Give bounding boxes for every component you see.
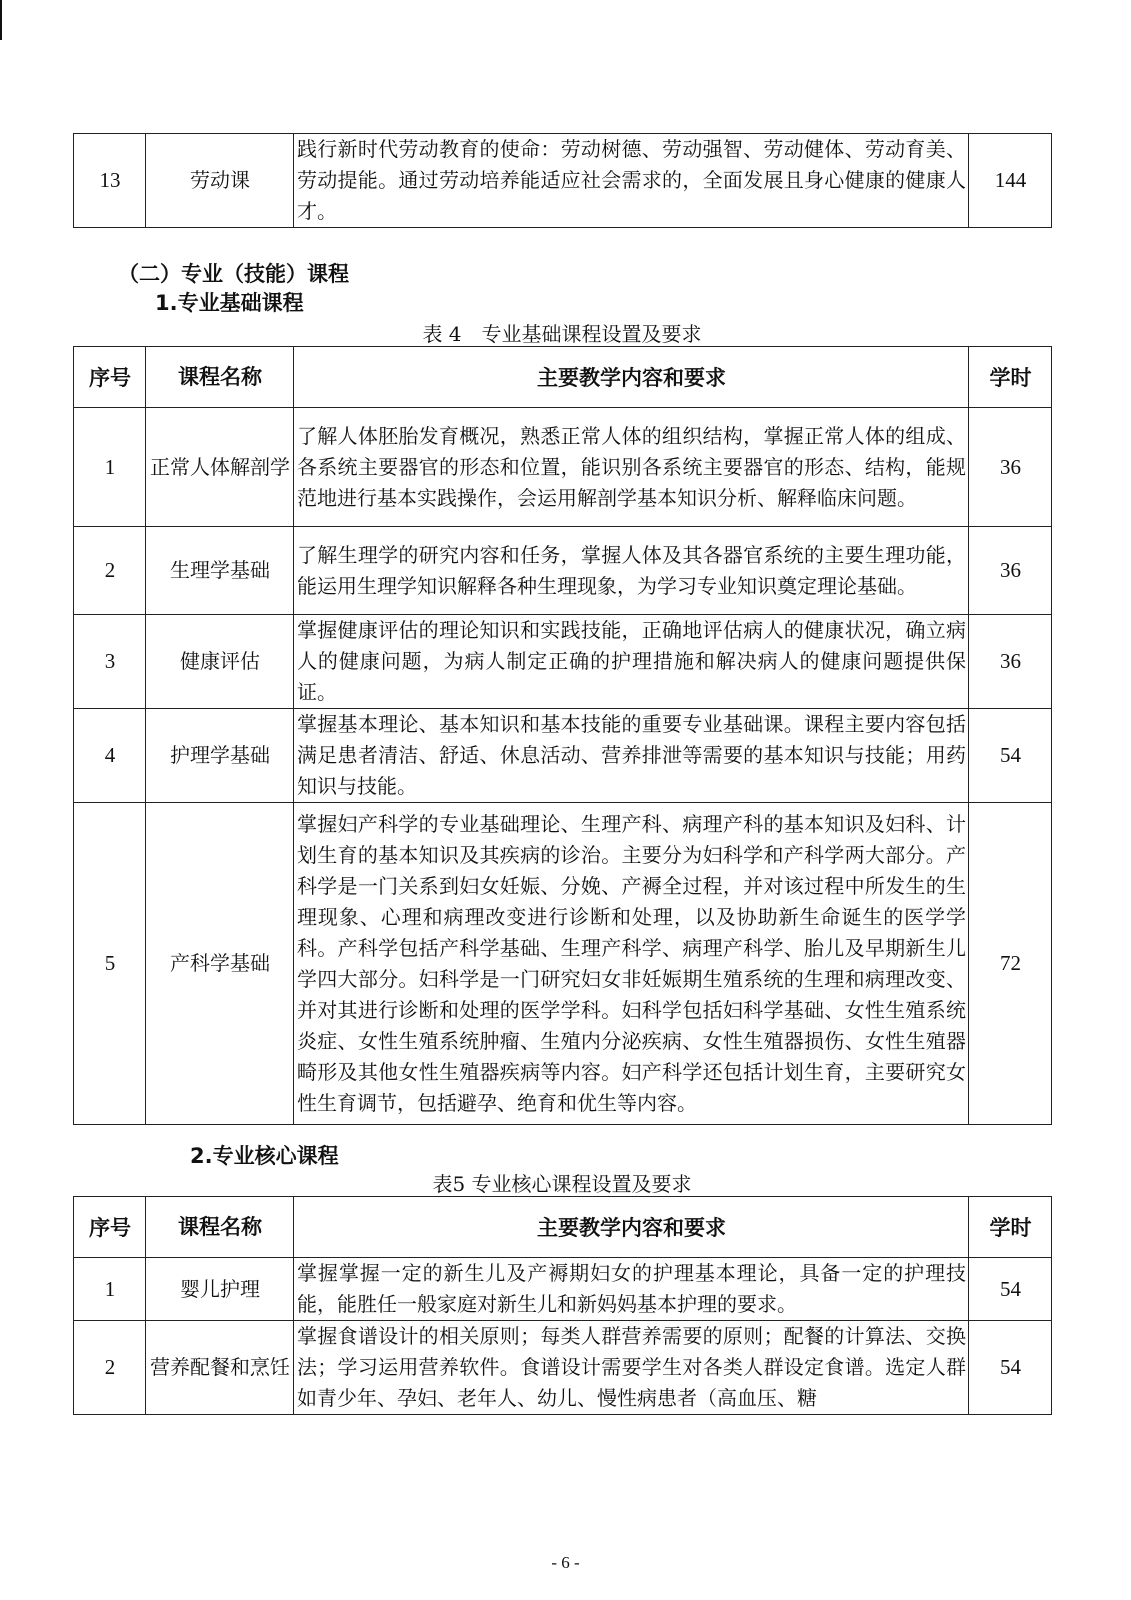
table-row: [74, 527, 1052, 615]
row-hours: 144: [969, 134, 1052, 228]
basic-course-table: [73, 346, 1052, 1125]
continued-course-table: [73, 133, 1052, 228]
row-course-name: 生理学基础: [146, 527, 294, 615]
row-hours: 54: [969, 1258, 1052, 1321]
core-course-table: [73, 1196, 1052, 1415]
row-course-name: 健康评估: [146, 615, 294, 709]
table-header-row: [74, 347, 1052, 408]
table-row: [74, 803, 1052, 1125]
row-seq: 1: [74, 1258, 146, 1321]
row-content: 了解人体胚胎发育概况，熟悉正常人体的组织结构，掌握正常人体的组成、各系统主要器官的形态和位置，能识别各系统主要器官的形态、结构，能规范地进行基本实践操作，会运用解剖学基本知识分析、解释临床问题。: [294, 408, 969, 527]
table5-caption: 表5 专业核心课程设置及要求: [432, 1172, 692, 1196]
table-row: [74, 1321, 1052, 1415]
row-hours: 36: [969, 615, 1052, 709]
row-content: 践行新时代劳动教育的使命：劳动树德、劳动强智、劳动健体、劳动育美、劳动提能。通过劳动培养能适应社会需求的，全面发展且身心健康的健康人才。: [294, 134, 969, 228]
row-course-name: 护理学基础: [146, 709, 294, 803]
table-row: [74, 408, 1052, 527]
row-content: 掌握基本理论、基本知识和基本技能的重要专业基础课。课程主要内容包括满足患者清洁、舒适、休息活动、营养排泄等需要的基本知识与技能；用药知识与技能。: [294, 709, 969, 803]
header-hours: 学时: [969, 347, 1052, 408]
table-row: [74, 134, 1052, 228]
row-course-name: 劳动课: [146, 134, 294, 228]
row-seq: 2: [74, 527, 146, 615]
row-hours: 54: [969, 709, 1052, 803]
header-course-name: 课程名称: [146, 1197, 294, 1258]
row-seq: 13: [74, 134, 146, 228]
row-content: 掌握食谱设计的相关原则；每类人群营养需要的原则；配餐的计算法、交换法；学习运用营养软件。食谱设计需要学生对各类人群设定食谱。选定人群如青少年、孕妇、老年人、幼儿、慢性病患者（高血压、糖: [294, 1321, 969, 1415]
row-course-name: 营养配餐和烹饪: [146, 1321, 294, 1415]
sub-heading-core-courses: 2.专业核心课程: [190, 1144, 339, 1168]
row-seq: 5: [74, 803, 146, 1125]
row-seq: 2: [74, 1321, 146, 1415]
row-content: 了解生理学的研究内容和任务，掌握人体及其各器官系统的主要生理功能，能运用生理学知识解释各种生理现象，为学习专业知识奠定理论基础。: [294, 527, 969, 615]
row-hours: 72: [969, 803, 1052, 1125]
row-content: 掌握妇产科学的专业基础理论、生理产科、病理产科的基本知识及妇科、计划生育的基本知识及其疾病的诊治。主要分为妇科学和产科学两大部分。产科学是一门关系到妇女妊娠、分娩、产褥全过程，并对该过程中所发生的生理现象、心理和病理改变进行诊断和处理，以及协助新生命诞生的医学学科。产科学包括产科学基础、生理产科学、病理产科学、胎儿及早期新生儿学四大部分。妇科学是一门研究妇女非妊娠期生殖系统的生理和病理改变、并对其进行诊断和处理的医学学科。妇科学包括妇科学基础、女性生殖系统炎症、女性生殖系统肿瘤、生殖内分泌疾病、女性生殖器损伤、女性生殖器畸形及其他女性生殖器疾病等内容。妇产科学还包括计划生育，主要研究女性生育调节，包括避孕、绝育和优生等内容。: [294, 803, 969, 1125]
header-course-name: 课程名称: [146, 347, 294, 408]
row-seq: 3: [74, 615, 146, 709]
section-heading: （二）专业（技能）课程: [118, 262, 349, 286]
row-content: 掌握健康评估的理论知识和实践技能，正确地评估病人的健康状况，确立病人的健康问题，为病人制定正确的护理措施和解决病人的健康问题提供保证。: [294, 615, 969, 709]
page-number: - 6 -: [551, 1553, 580, 1572]
row-hours: 54: [969, 1321, 1052, 1415]
header-hours: 学时: [969, 1197, 1052, 1258]
row-hours: 36: [969, 408, 1052, 527]
table-row: [74, 615, 1052, 709]
row-course-name: 正常人体解剖学: [146, 408, 294, 527]
table4-caption: 表 4 专业基础课程设置及要求: [422, 322, 702, 346]
row-hours: 36: [969, 527, 1052, 615]
header-content: 主要教学内容和要求: [294, 1197, 969, 1258]
table-header-row: [74, 1197, 1052, 1258]
header-seq: 序号: [74, 347, 146, 408]
page-edge-mark: [0, 0, 2, 40]
row-content: 掌握掌握一定的新生儿及产褥期妇女的护理基本理论，具备一定的护理技能，能胜任一般家庭对新生儿和新妈妈基本护理的要求。: [294, 1258, 969, 1321]
sub-heading-basic-courses: 1.专业基础课程: [155, 291, 304, 315]
table-row: [74, 709, 1052, 803]
row-seq: 4: [74, 709, 146, 803]
row-course-name: 婴儿护理: [146, 1258, 294, 1321]
row-seq: 1: [74, 408, 146, 527]
table-row: [74, 1258, 1052, 1321]
header-content: 主要教学内容和要求: [294, 347, 969, 408]
header-seq: 序号: [74, 1197, 146, 1258]
row-course-name: 产科学基础: [146, 803, 294, 1125]
